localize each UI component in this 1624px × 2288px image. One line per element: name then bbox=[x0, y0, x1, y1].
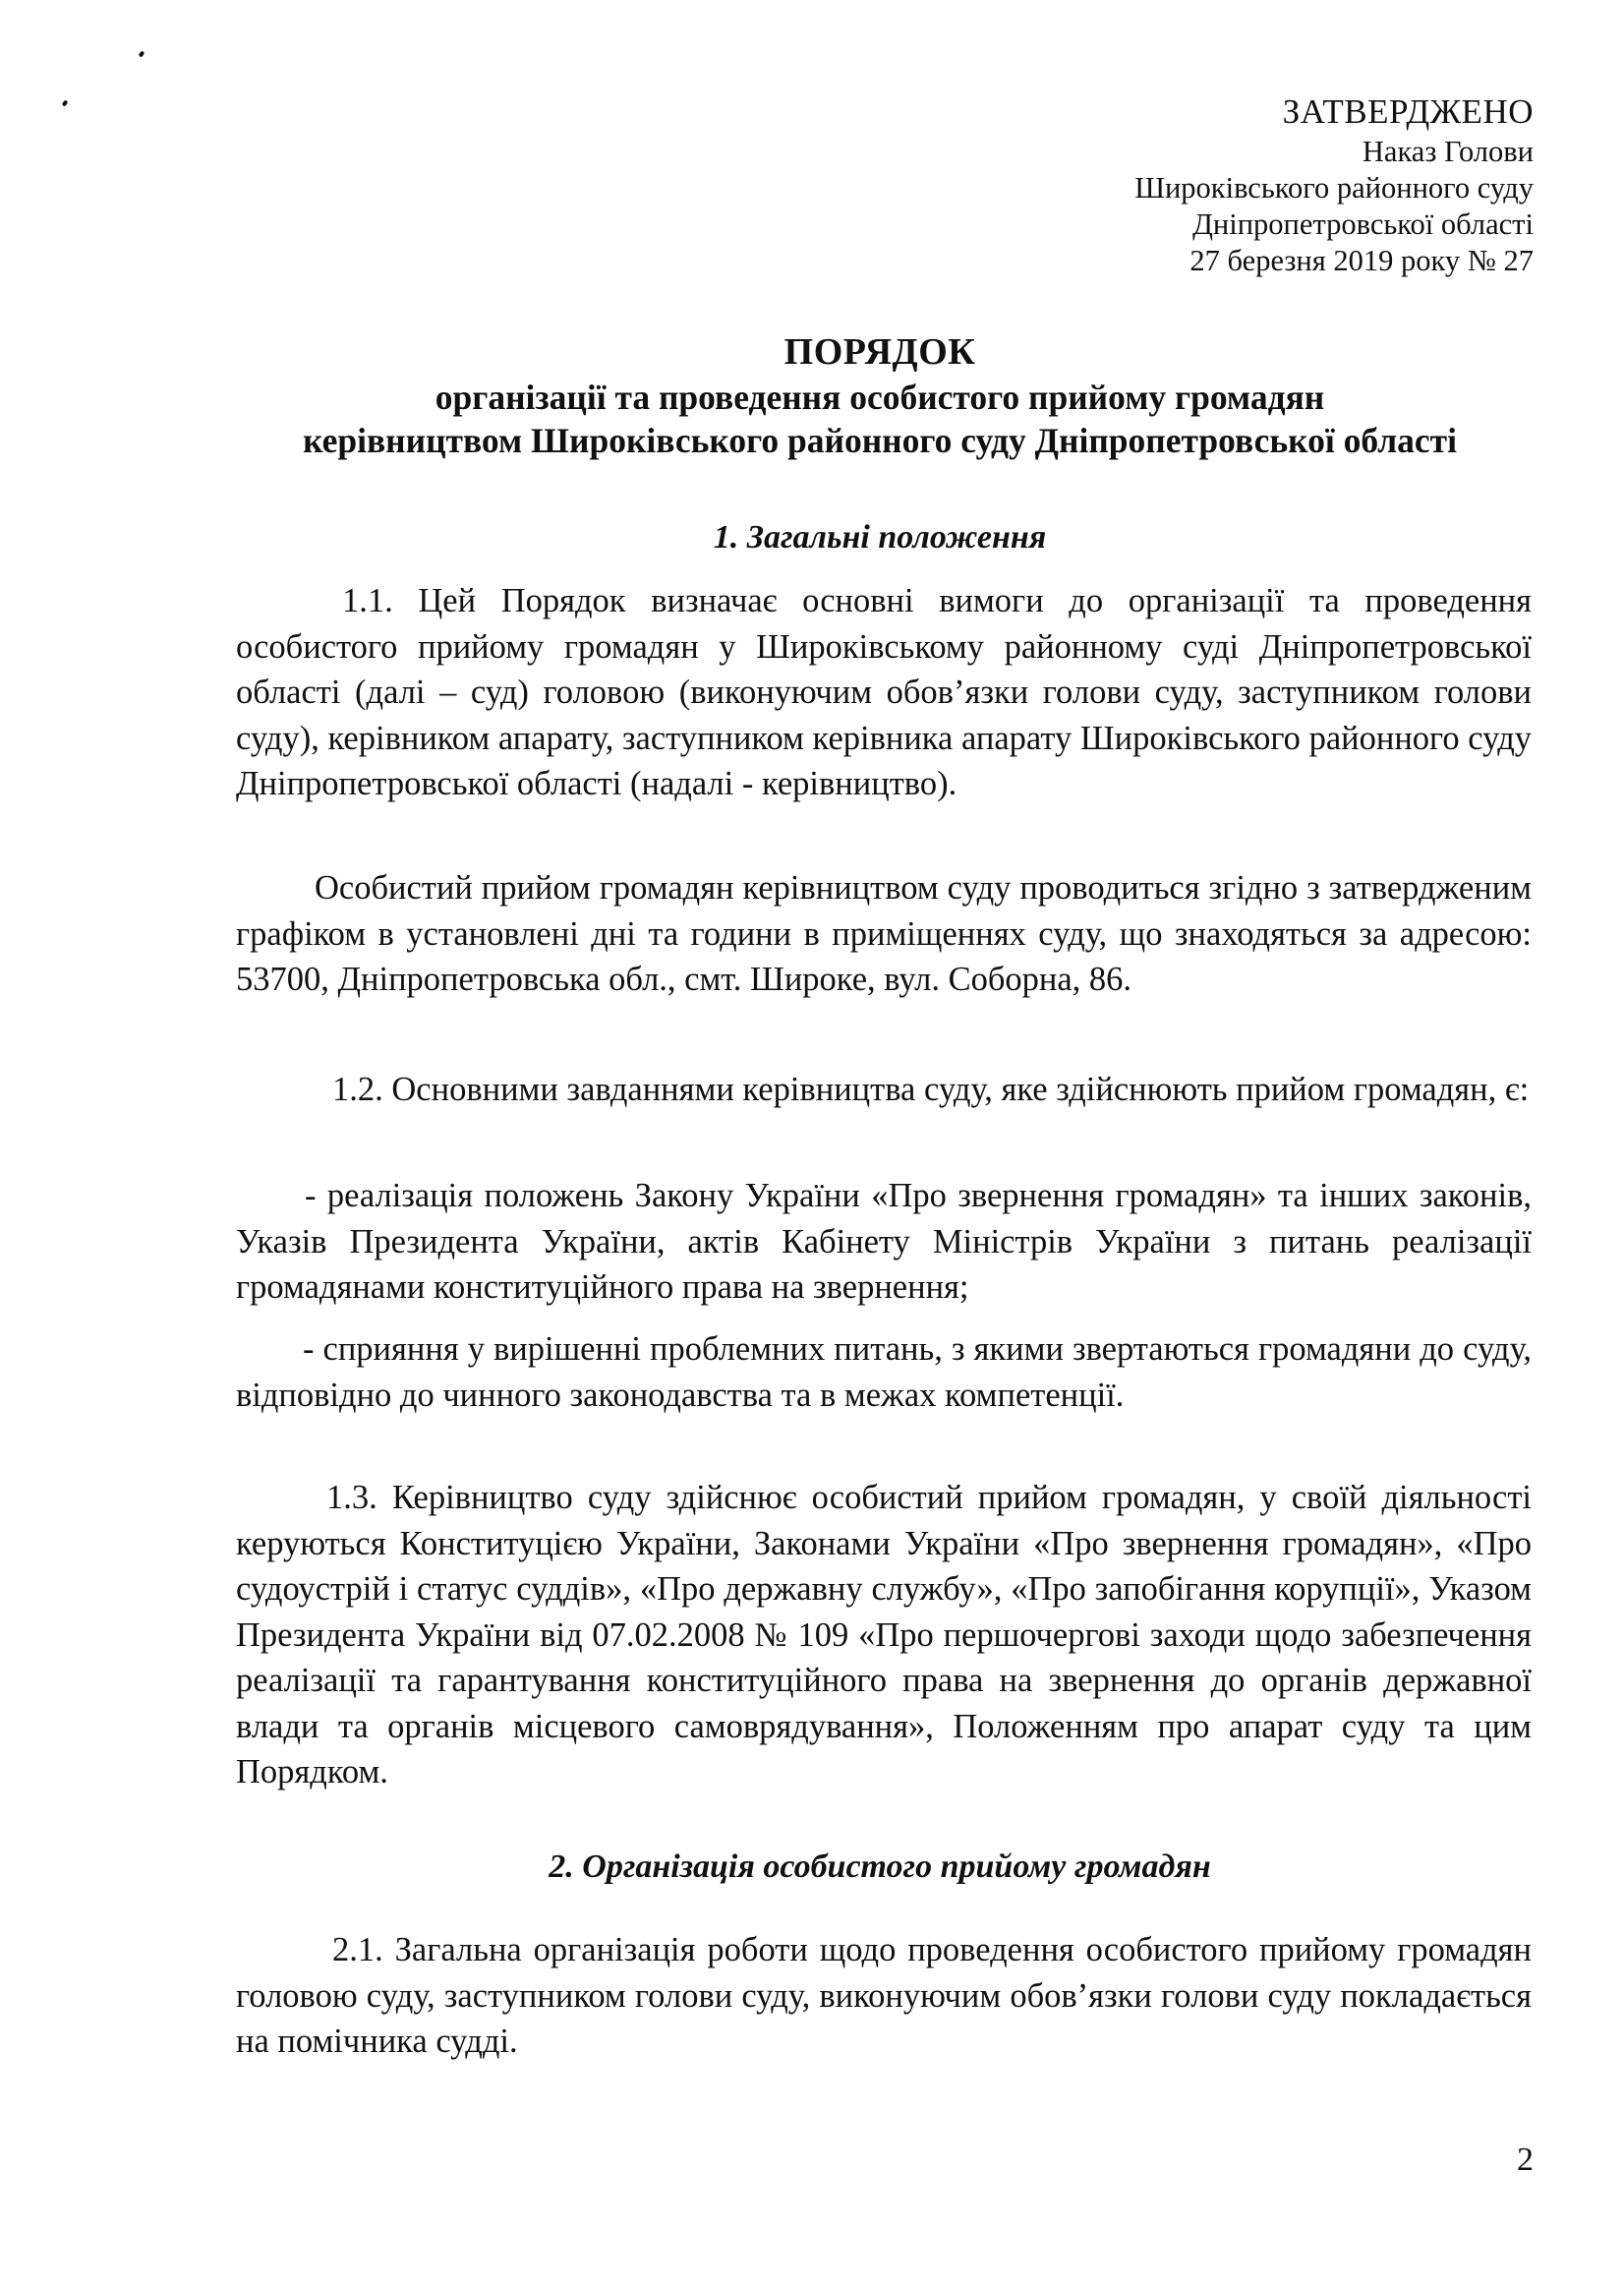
approval-line: 27 березня 2019 року № 27 bbox=[1189, 244, 1534, 277]
paragraph: 1.3. Керівництво суду здійснює особистий прийом громадян, у своїй діяльності керуються Конституцією України, Законами України «Про звернення громадян», «Про судоустрій і статус суддів», «Про державну службу», «Про запобігання корупції», Указом Президента України від 07.02.2008 № 109 «Про першочергові заходи щодо забезпечення реалізації та гарантування конституційного права на звернення до органів державної влади та органів місцевого самоврядування», Положенням про апарат суду та цим Порядком. bbox=[236, 1479, 1532, 1790]
approval-line: Широківського районного суду bbox=[1134, 171, 1534, 205]
paragraph: 1.1. Цей Порядок визначає основні вимоги до організації та проведення особистого прийому громадян у Широківському районному суді Дніпропетровської області (далі – суд) головою (виконуючим обов’язки голови суду, заступником голови суду), керівником апарату, заступником керівника апарату Широківського районного суду Дніпропетровської області (надалі - керівництво). bbox=[236, 582, 1532, 802]
title-main: ПОРЯДОК bbox=[783, 331, 976, 373]
paragraph: 1.2. Основними завданнями керівництва суду, яке здійснюють прийом громадян, є: bbox=[332, 1071, 1530, 1108]
title-subtitle-line: організації та проведення особистого прийому громадян bbox=[435, 378, 1325, 417]
approval-heading: ЗАТВЕРДЖЕНО bbox=[1282, 92, 1534, 131]
scan-speck bbox=[139, 50, 145, 57]
approval-line: Наказ Голови bbox=[1362, 135, 1534, 168]
document-title bbox=[226, 328, 1534, 462]
scan-speck bbox=[62, 99, 69, 106]
approval-stamp bbox=[1134, 90, 1534, 279]
section-heading: 2. Організація особистого прийому громадян bbox=[549, 1848, 1211, 1885]
title-subtitle-line: керівництвом Широківського районного суду Дніпропетровської області bbox=[303, 421, 1457, 460]
paragraph: 2.1. Загальна організація роботи щодо проведення особистого прийому громадян головою суду, заступником голови суду, виконуючим обов’язки голови суду покладається на помічника судді. bbox=[236, 1931, 1532, 2060]
list-item: - сприяння у вирішенні проблемних питань, з якими звертаються громадяни до суду, відповідно до чинного законодавства та в межах компетенції. bbox=[236, 1330, 1532, 1414]
paragraph: Особистий прийом громадян керівництвом суду проводиться згідно з затвердженим графіком в установлені дні та години в приміщеннях суду, що знаходяться за адресою: 53700, Дніпропетровська обл., смт. Широке, вул. Соборна, 86. bbox=[236, 869, 1532, 998]
section-heading: 1. Загальні положення bbox=[713, 519, 1047, 556]
list-item: - реалізація положень Закону України «Про звернення громадян» та інших законів, Указів Президента України, актів Кабінету Міністрів України з питань реалізації громадянами конституційного права на звернення; bbox=[236, 1177, 1532, 1306]
approval-line: Дніпропетровської області bbox=[1192, 207, 1534, 241]
page-number: 2 bbox=[1517, 2141, 1534, 2178]
